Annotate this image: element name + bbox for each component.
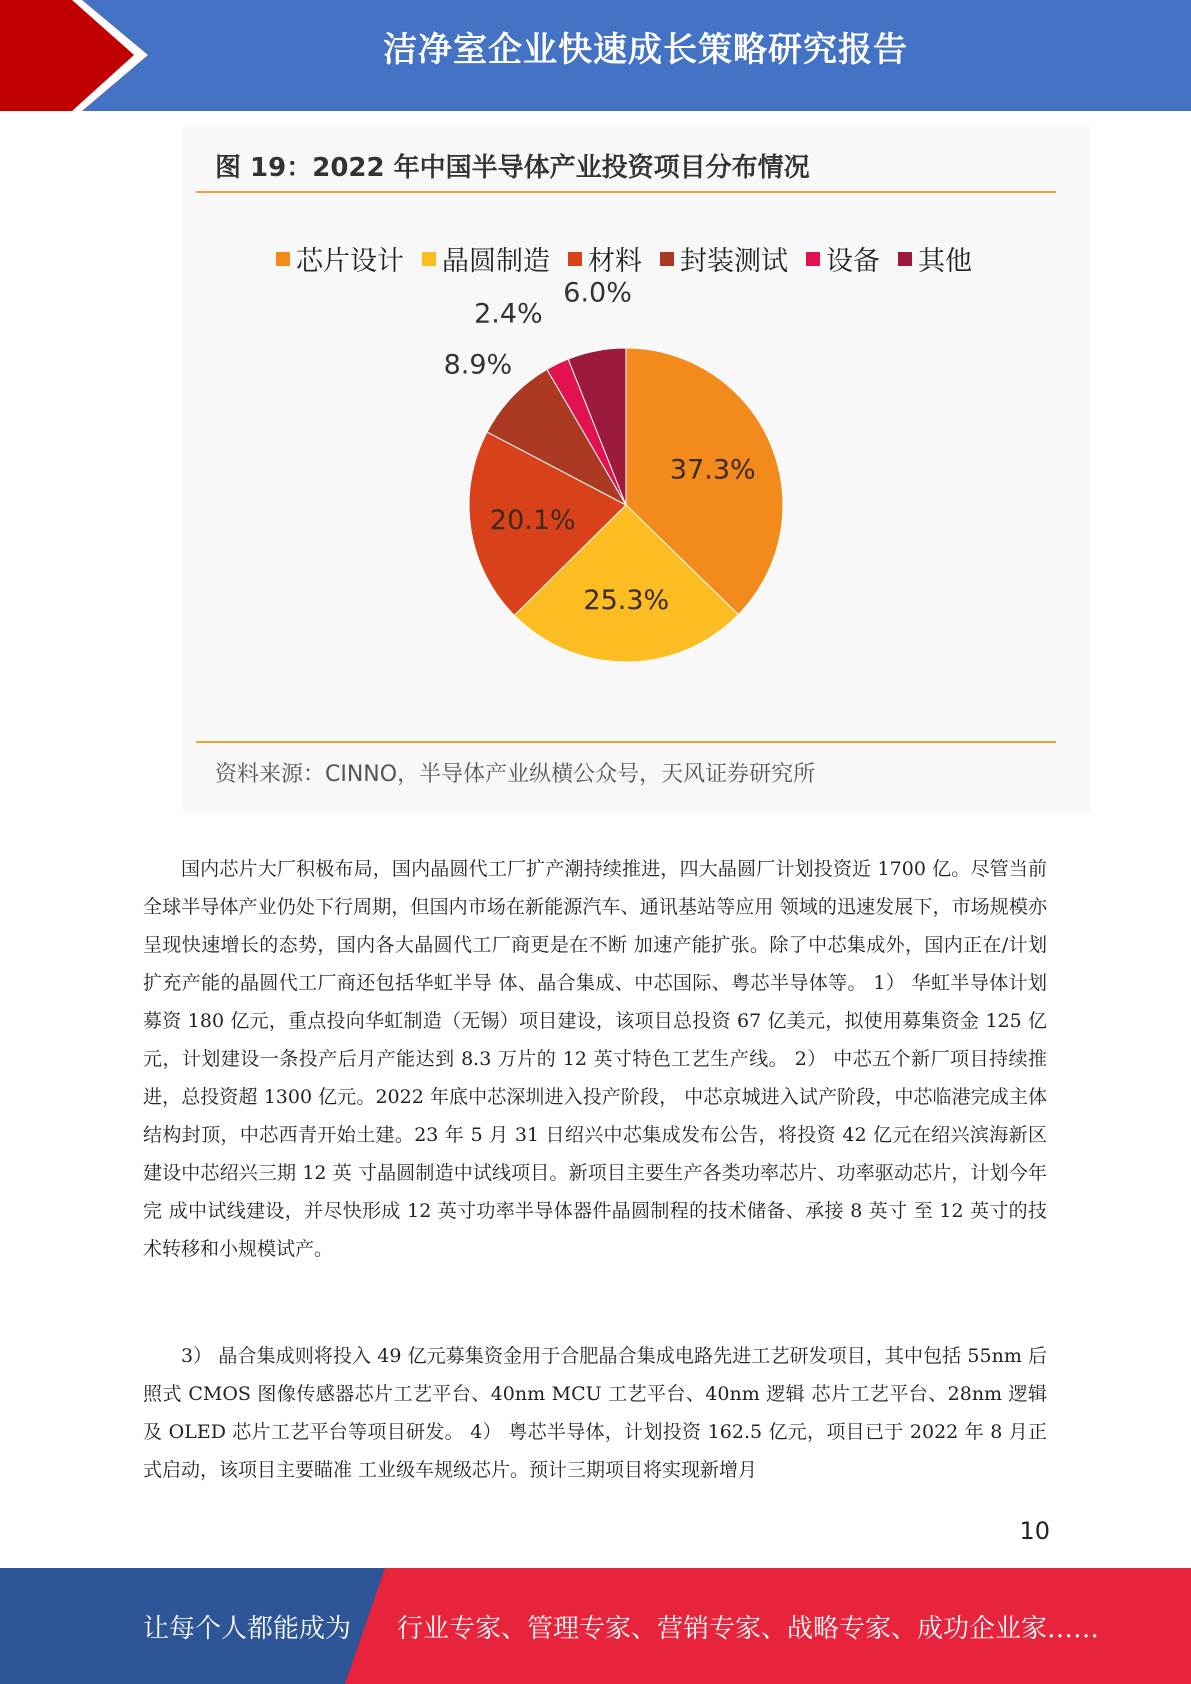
legend-label: 材料	[588, 246, 642, 277]
figure-bottom-rule	[196, 741, 1056, 743]
pie-data-label: 25.3%	[583, 585, 670, 617]
body-paragraph-2	[143, 1337, 1047, 1489]
page-number: 10	[1019, 1517, 1050, 1545]
pie-data-label: 20.1%	[489, 504, 576, 536]
legend-label: 封装测试	[680, 246, 788, 277]
pie-data-label: 2.4%	[474, 298, 543, 330]
footer-slogan-left: 让每个人都能成为	[143, 1614, 352, 1644]
pie-data-label: 8.9%	[443, 349, 513, 381]
paragraph-text: 3） 晶合集成则将投入 49 亿元募集资金用于合肥晶合集成电路先进工艺研发项目，其中包括 55nm 后照式 CMOS 图像传感器芯片工艺平台、40nm MCU 工艺平台、40nm 逻辑 芯片工艺平台、28nm 逻辑及 OLED 芯片工艺平台等项目研发。 4） 粤芯半导体，计划投资 162.5 亿元，项目已于 2022 年 8 月正式启动，该项目主要瞄准 工业级车规级芯片。预计三期项目将实现新增月	[143, 1345, 1047, 1481]
pie-data-label: 6.0%	[563, 277, 632, 309]
body-paragraph-1	[143, 850, 1047, 1268]
legend-label: 设备	[826, 246, 880, 277]
page-footer	[0, 1568, 1191, 1684]
report-title: 洁净室企业快速成长策略研究报告	[383, 30, 908, 70]
footer-slogan-right: 行业专家、管理专家、营销专家、战略专家、成功企业家……	[397, 1614, 1100, 1644]
figure-panel	[183, 127, 1091, 813]
pie-data-label: 37.3%	[669, 454, 756, 486]
pie-chart	[183, 127, 1091, 747]
paragraph-text: 国内芯片大厂积极布局，国内晶圆代工厂扩产潮持续推进，四大晶圆厂计划投资近 1700 亿。尽管当前全球半导体产业仍处下行周期，但国内市场在新能源汽车、通讯基站等应用 领域的迅速发展下，市场规模亦呈现快速增长的态势，国内各大晶圆代工厂商更是在不断 加速产能扩张。除了中芯集成外，国内正在/计划扩充产能的晶圆代工厂商还包括华虹半导 体、晶合集成、中芯国际、粤芯半导体等。 1） 华虹半导体计划募资 180 亿元，重点投向华虹制造（无锡）项目建设，该项目总投资 67 亿美元，拟使用募集资金 125 亿元，计划建设一条投产后月产能达到 8.3 万片的 12 英寸特色工艺生产线。 2） 中芯五个新厂项目持续推进，总投资超 1300 亿元。2022 年底中芯深圳进入投产阶段， 中芯京城进入试产阶段，中芯临港完成主体结构封顶，中芯西青开始土建。23 年 5 月 31 日绍兴中芯集成发布公告，将投资 42 亿元在绍兴滨海新区建设中芯绍兴三期 12 英 寸晶圆制造中试线项目。新项目主要生产各类功率芯片、功率驱动芯片，计划今年完 成中试线建设，并尽快形成 12 英寸功率半导体器件晶圆制程的技术储备、承接 8 英寸 至 12 英寸的技术转移和小规模试产。	[143, 858, 1047, 1260]
page-header	[0, 0, 1191, 111]
legend-label: 芯片设计	[296, 246, 404, 277]
figure-title: 图 19：2022 年中国半导体产业投资项目分布情况	[215, 153, 810, 183]
legend-label: 其他	[918, 246, 972, 277]
legend-label: 晶圆制造	[442, 246, 550, 277]
figure-source: 资料来源：CINNO，半导体产业纵横公众号，天风证券研究所	[215, 762, 816, 787]
